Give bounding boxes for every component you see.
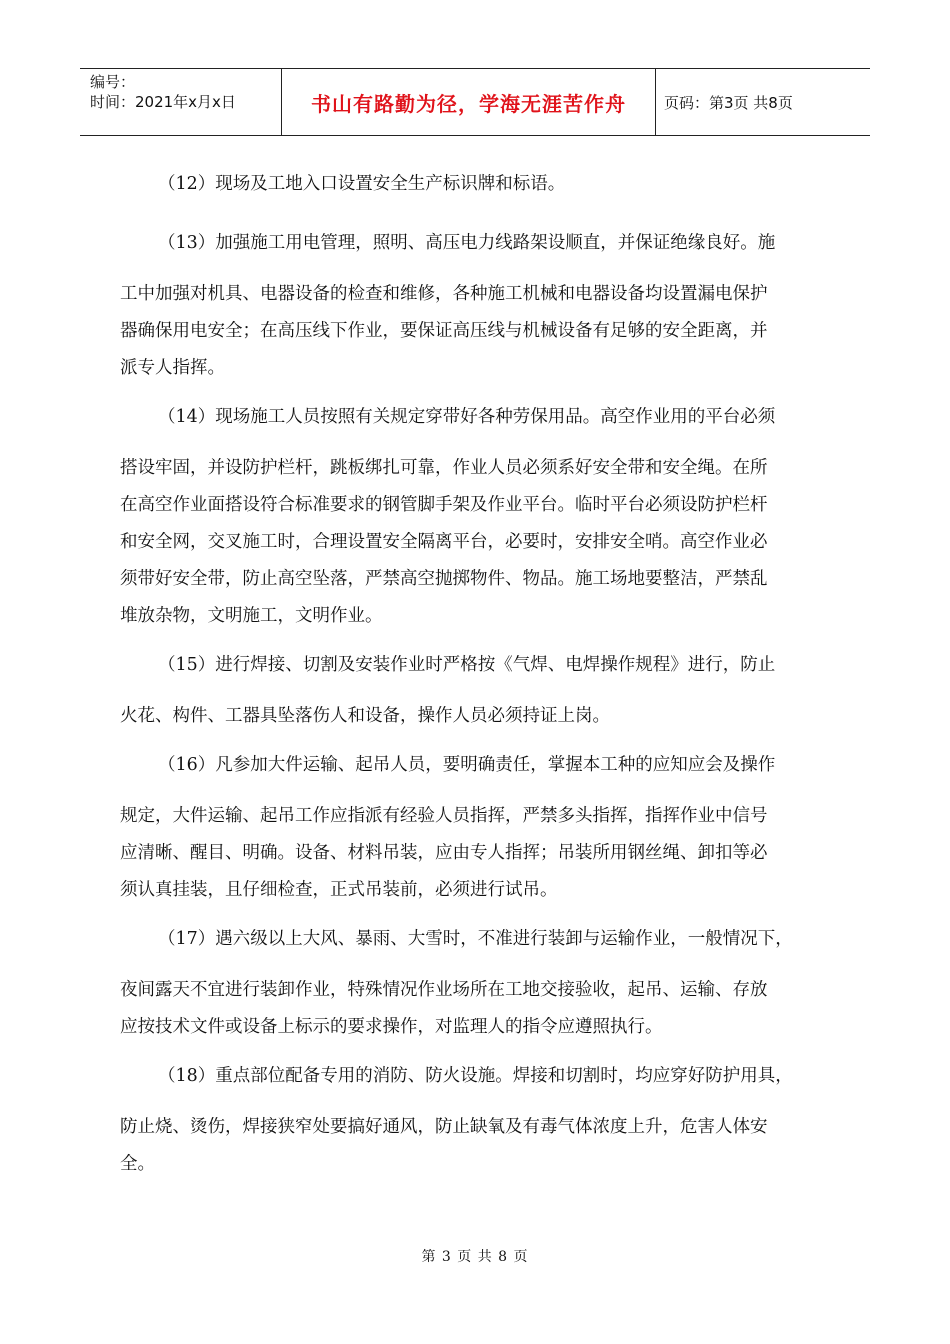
paragraph-line: 应按技术文件或设备上标示的要求操作，对监理人的指令应遵照执行。 — [120, 1017, 663, 1037]
paragraph-line: （18）重点部位配备专用的消防、防火设施。焊接和切割时，均应穿好防护用具， — [158, 1066, 793, 1086]
paragraph-18 — [120, 1058, 832, 1183]
paragraph-12 — [120, 166, 832, 203]
paragraph-14 — [120, 399, 832, 635]
paragraph-line: （12）现场及工地入口设置安全生产标识牌和标语。 — [158, 174, 566, 194]
paragraph-line: 堆放杂物，文明施工，文明作业。 — [120, 606, 383, 626]
paragraph-line: 和安全网，交叉施工时，合理设置安全隔离平台，必要时，安排安全哨。高空作业必 — [120, 532, 768, 552]
paragraph-line: 应清晰、醒目、明确。设备、材料吊装，应由专人指挥；吊装所用钢丝绳、卸扣等必 — [120, 843, 768, 863]
document-number-label: 编号： — [90, 73, 136, 91]
paragraph-line: （16）凡参加大件运输、起吊人员，要明确责任，掌握本工种的应知应会及操作 — [158, 755, 776, 775]
paragraph-line: （13）加强施工用电管理，照明、高压电力线路架设顺直，并保证绝缘良好。施 — [158, 233, 776, 253]
paragraph-line: （14）现场施工人员按照有关规定穿带好各种劳保用品。高空作业用的平台必须 — [158, 407, 776, 427]
paragraph-line: （17）遇六级以上大风、暴雨、大雪时，不准进行装卸与运输作业，一般情况下， — [158, 929, 793, 949]
paragraph-line: 夜间露天不宜进行装卸作业，特殊情况作业场所在工地交接验收，起吊、运输、存放 — [120, 980, 768, 1000]
paragraph-line: 器确保用电安全；在高压线下作业，要保证高压线与机械设备有足够的安全距离，并 — [120, 321, 768, 341]
paragraph-line: （15）进行焊接、切割及安装作业时严格按《气焊、电焊操作规程》进行，防止 — [158, 655, 776, 675]
paragraph-line: 搭设牢固，并设防护栏杆，跳板绑扎可靠，作业人员必须系好安全带和安全绳。在所 — [120, 458, 768, 478]
document-body — [120, 166, 832, 1183]
paragraph-line: 须带好安全带，防止高空坠落，严禁高空抛掷物件、物品。施工场地要整洁，严禁乱 — [120, 569, 768, 589]
paragraph-line: 规定，大件运输、起吊工作应指派有经验人员指挥，严禁多头指挥，指挥作业中信号 — [120, 806, 768, 826]
paragraph-line: 防止烧、烫伤，焊接狭窄处要搞好通风，防止缺氧及有毒气体浓度上升，危害人体安 — [120, 1117, 768, 1137]
paragraph-13 — [120, 225, 832, 387]
header-motto: 书山有路勤为径，学海无涯苦作舟 — [282, 69, 656, 135]
paragraph-line: 须认真挂装，且仔细检查，正式吊装前，必须进行试吊。 — [120, 880, 558, 900]
page-header — [80, 68, 870, 136]
page-footer: 第 3 页 共 8 页 — [421, 1249, 529, 1265]
header-meta — [80, 69, 282, 135]
paragraph-17 — [120, 921, 832, 1046]
paragraph-line: 派专人指挥。 — [120, 358, 225, 378]
paragraph-line: 火花、构件、工器具坠落伤人和设备，操作人员必须持证上岗。 — [120, 706, 610, 726]
paragraph-15 — [120, 647, 832, 735]
paragraph-line: 在高空作业面搭设符合标准要求的钢管脚手架及作业平台。临时平台必须设防护栏杆 — [120, 495, 768, 515]
paragraph-16 — [120, 747, 832, 909]
paragraph-line: 工中加强对机具、电器设备的检查和维修，各种施工机械和电器设备均设置漏电保护 — [120, 284, 768, 304]
document-time-label: 时间：2021年x月x日 — [90, 93, 236, 111]
header-page-info: 页码：第3页 共8页 — [664, 93, 793, 112]
paragraph-line: 全。 — [120, 1154, 155, 1174]
